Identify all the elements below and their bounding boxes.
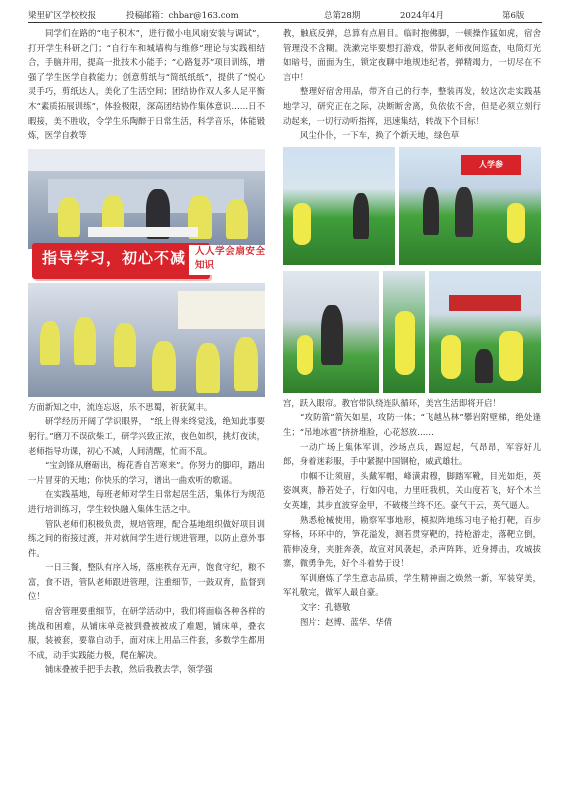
article-paragraph: 风尘仆仆，一下车，换了个新天地，绿色草 — [300, 130, 460, 141]
article-paragraph: 宫，跃入眼帘。教官带队绕连队循环，美宫生活即将开启！ — [283, 397, 501, 408]
article-paragraph: “宝剑锋从磨砺出，梅花香自苦寒来”。你努力的脚印，踏出一片冒芽的天地；你快乐的学习，谱出一曲欢听的歌谣。 — [28, 460, 265, 485]
article-paragraph: 教，触底反弹，总算有点眉目。临时抱佛脚，一顿操作猛如虎，宿舍管理没不含糊。洗漱完毕要想打游戏，带队老师夜间巡查，电筒灯光如暗号，面面为生，锁定夜聊中地规违纪者，弹精竭力，一切尽在不言中！ — [283, 28, 541, 82]
banner-text: 指导学习，初心不减 — [42, 248, 187, 267]
right-column — [283, 26, 541, 629]
study-banner — [32, 243, 210, 279]
school-newspaper-name: 梁里矿区学校校报 — [28, 11, 97, 21]
issue-number: 总第28期 — [324, 11, 361, 21]
article-paragraph: 熟悉枪械使用，勘察军事地形，模拟阵地练习电子枪打靶，百步穿杨，环环中的，笋花溢发，测若贯穿靶的，持枪游走，落靶立倒，箭伸凌身，夹脏奔袭，故宣对风袭起，杀声阵阵，近身搏击，攻城拔寨，微勇争先，好个斗着势于设！ — [283, 514, 541, 569]
page-header — [28, 4, 542, 23]
field-strip-photo — [383, 271, 425, 393]
left-column — [28, 26, 265, 677]
obstacle-course-photo — [429, 271, 541, 393]
photo-credit: 图片：赵博、蓝华、华倩 — [300, 616, 393, 627]
article-paragraph: 宿舍管理要重细节，在研学活动中，我们将面临各种各样的挑战和困难，从铺床单竞被到叠被被成了难题，铺床单，叠衣服，装被套，要靠自动手，面对床上用品三件套，多数学生都用不成，动手实践能力极，爬在解决。 — [28, 606, 265, 660]
classroom-photo — [28, 149, 265, 249]
training-field-photo — [399, 147, 541, 265]
issue-date: 2024年4月 — [400, 11, 445, 21]
archery-shooting-photo — [283, 271, 379, 393]
article-paragraph: 方面新知之中，流连忘返，乐不思蜀，祈获氮丰。 — [28, 401, 213, 412]
author-credit: 文字：孔德敬 — [300, 602, 351, 613]
article-paragraph: 研学经历开阔了学识眼界， “纸上得来终觉浅，绝知此事要躬行。”磨刀不误砍柴工，研学兴致正浓，夜色如织，挑灯夜读，老师指导功课，初心不减，人间清醒，忙而不乱。 — [28, 416, 265, 456]
submission-email: 投稿邮箱：chbar@163.com — [126, 11, 239, 21]
article-paragraph: 在实践基地，每班老师对学生日常起居生活，集体行为规范进行培训练习，学生较快融入集体生活之中。 — [28, 489, 265, 514]
article-paragraph: 同学们在路的“电子积木”，进行微小电风扇安装与调试”，打开学生科研之门；“自行车和城墙构与维修”理论与实践相结合，手脑并用，提高一批技术小能手；“心路复苏”项目训练，增强了学生医学自救能力；创意剪纸与“简纸纸纸”，提供了“悦心灵手巧，剪纸达人，美化了生活空间；团结协作双人多人足平衡木“素质拓展训练”，体验极限，深高团结协作集体意识……日不暇接，美不胜收，令学生乐陶醉于日常生活，科学音乐，体能锻炼，医学自救等 — [28, 28, 265, 141]
dining-hall-photo — [28, 283, 265, 397]
article-paragraph: 整理好宿舍用品，带齐自己的行李，整装再发，较这次走实践基地学习，研究正在之际，决断断舍离，负依依不舍，但是必须立刻行动起来，一切行动听指挥，迅速集结，转战下个目标！ — [283, 86, 541, 126]
page-number: 第6版 — [502, 11, 525, 21]
article-paragraph: 管队老师们积极负责，规培管理，配合基地组织做好项目训练之间的衔接过渡，并对就间学生进行规进管理，以防止意外事件。 — [28, 518, 265, 558]
safety-banner-text: 人人学会扇安全知识 — [189, 245, 265, 275]
left-bottom-text — [28, 400, 265, 677]
right-bottom-text — [283, 396, 541, 630]
left-photo-collage — [28, 149, 265, 397]
article-paragraph: 一日三餐，整队有序入场，落座秩存无声，饱食守纪，粮不富，食不语，管队老师跟进管理，注重细节，一鼓双育，监督到位！ — [28, 562, 265, 602]
right-photo-collage — [283, 147, 541, 393]
article-paragraph: 一动广场上集体军训，沙场点兵，踢逗起，气昂昂，军容好儿郎，身着迷彩服，手中紧握中国钢枪，威武雄壮。 — [283, 441, 541, 467]
banner-text: 人学参 — [461, 155, 521, 175]
right-top-text — [283, 26, 541, 143]
article-paragraph: 铺床叠被手把手去教，然后我教去学，领学强 — [45, 664, 213, 675]
left-top-text — [28, 26, 265, 143]
archery-field-photo — [283, 147, 395, 265]
article-paragraph: “攻防箭”箭矢如星，攻防一体；“飞越丛林”攀岩附壁梯，绝处逢生；“吊地冰雹”挤挤堆脸，心花怒放…… — [283, 412, 541, 437]
article-paragraph: 军训磨炼了学生意志品质，学生精神面之焕然一新，军装穿美，军礼敬完，做军人最自豪。 — [283, 572, 541, 598]
article-paragraph: 巾帼不让须眉，头戴军帽，峰潢肃穆，脚踏军靴，目光如炬，英姿飒爽，静若处子，行如闪电，力里旺我机，关山度若飞，好个木兰女英雄，其步直波穿金甲，不破楼兰终不还。豪气干云，英气逼人。 — [283, 470, 541, 510]
